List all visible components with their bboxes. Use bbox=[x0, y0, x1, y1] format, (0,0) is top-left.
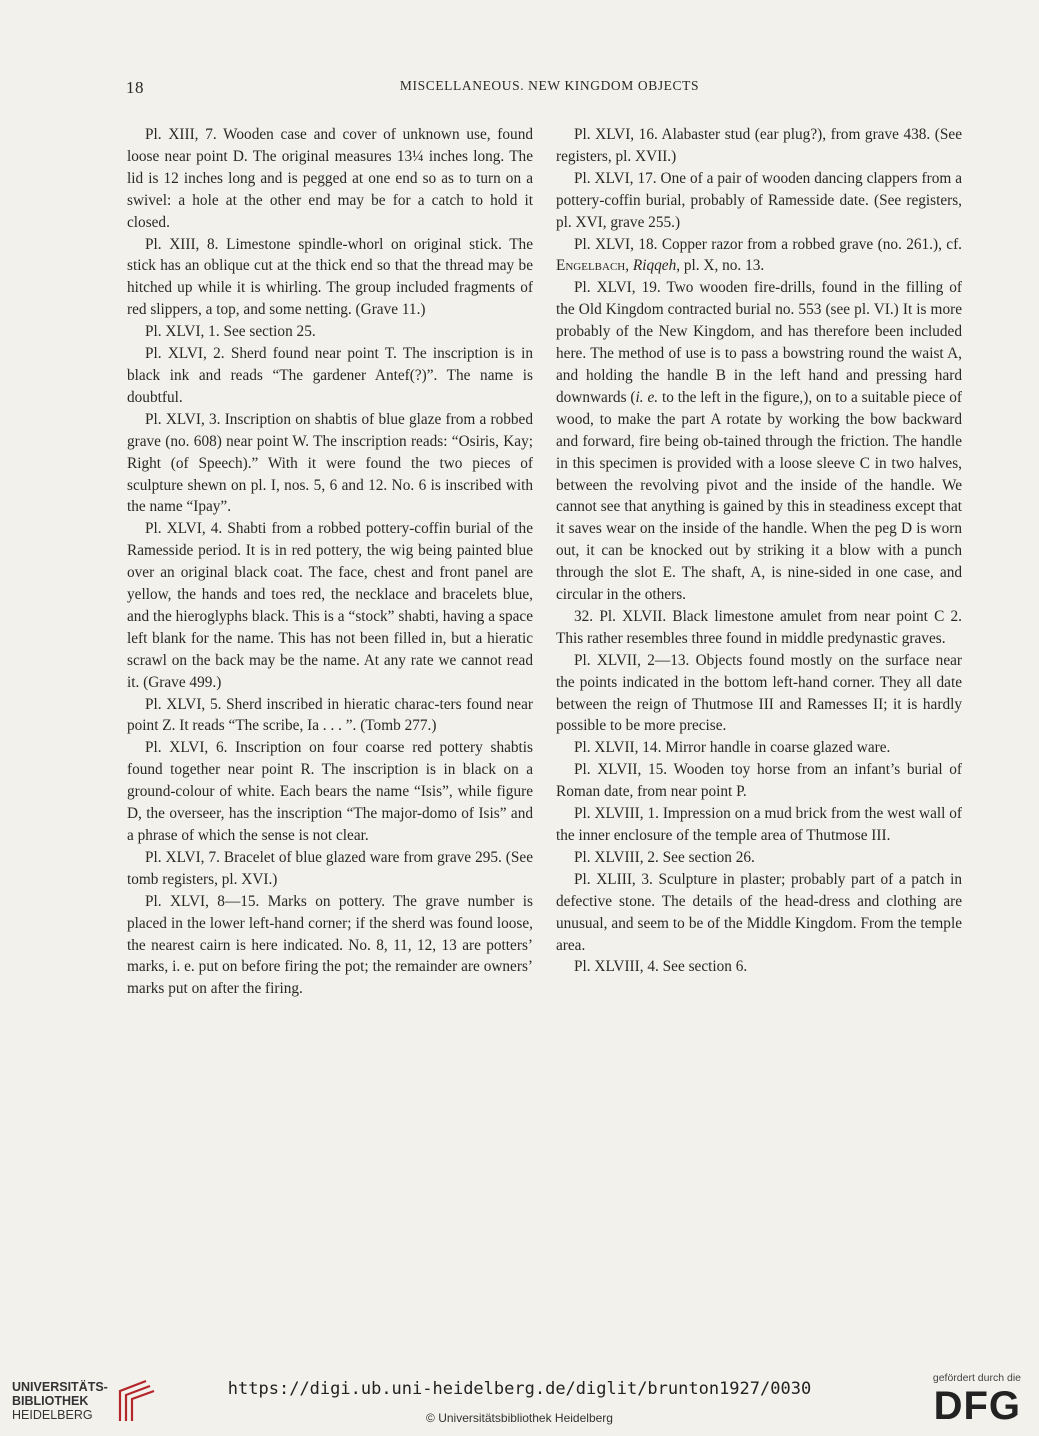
text-run: , pl. X, no. 13. bbox=[676, 257, 765, 275]
italic-abbrev: i. e. bbox=[635, 388, 659, 406]
text-run: Pl. XLVI, 18. Copper razor from a robbed grave (no. 261.), cf. bbox=[574, 235, 962, 253]
dfg-logo[interactable] bbox=[933, 1372, 1021, 1428]
paragraph: Pl. XLVI, 6. Inscription on four coarse red pottery shabtis found together near point R. The inscription is in black on a ground-colour of white. Each bears the name “Isis”, while figure D, the overseer, has the inscription “The major-domo of Isis” and a phrase of which the sense is not clear. bbox=[127, 739, 533, 844]
paragraph: Pl. XLVI, 17. One of a pair of wooden dancing clappers from a pottery-coffin burial, probably of Ramesside date. (See registers, pl. XVI, grave 255.) bbox=[556, 169, 962, 231]
library-line: HEIDELBERG bbox=[12, 1408, 93, 1422]
library-line: UNIVERSITÄTS- bbox=[12, 1380, 108, 1394]
permalink-url[interactable]: https://digi.ub.uni-heidelberg.de/diglit/brunton1927/0030 bbox=[227, 1379, 812, 1399]
paragraph: Pl. XLVI, 16. Alabaster stud (ear plug?), from grave 438. (See registers, pl. XVII.) bbox=[556, 126, 962, 165]
paragraph: Pl. XLVI, 4. Shabti from a robbed pottery-coffin burial of the Ramesside period. It is in red pottery, the wig being painted blue over an original black coat. The face, chest and front panel are yellow, the hands and toes red, the necklace and bracelets blue, and the hieroglyphs black. This is a “stock” shabti, having a space left blank for the name. This has not been filled in, but a hieratic scrawl on the back may be the name. At any rate we cannot read it. (Grave 499.) bbox=[127, 520, 533, 691]
paragraph: Pl. XLVI, 3. Inscription on shabtis of blue glaze from a robbed grave (no. 608) near point W. The inscription reads: “Osiris, Kay; Right (of Speech).” With it were found the two pieces of sculpture shewn on pl. I, nos. 5, 6 and 12. No. 6 is inscribed with the name “Ipay”. bbox=[127, 410, 533, 516]
paragraph: Pl. XIII, 7. Wooden case and cover of unknown use, found loose near point D. The original measures 13¼ inches long. The lid is 12 inches long and is pegged at one end so as to turn on a swivel: a hole at the other end may be for a catch to hold it closed. bbox=[127, 126, 533, 231]
page-number: 18 bbox=[126, 78, 144, 97]
funding-note: gefördert durch die bbox=[932, 1372, 1021, 1384]
publication-title: Riqqeh bbox=[632, 257, 677, 275]
paragraph: Pl. XLVI, 5. Sherd inscribed in hieratic charac-ters found near point Z. It reads “The scribe, Ia . . . ”. (Tomb 277.) bbox=[127, 695, 533, 735]
paragraph: Pl. XLVIII, 2. See section 26. bbox=[574, 848, 755, 866]
paragraph bbox=[556, 234, 962, 278]
text-run: Pl. XLVI, 19. Two wooden fire-drills, found in the filling of the Old Kingdom contracted burial no. 553 (see pl. VI.) It is more probably of the New Kingdom, and has therefore been included here. The method of use is to pass a bowstring round the waist A, and holding the handle B in the left hand and pressing hard downwards ( bbox=[556, 279, 962, 406]
text-run: , bbox=[625, 257, 633, 275]
paragraph: Pl. XLVI, 1. See section 25. bbox=[145, 323, 316, 341]
running-head: MISCELLANEOUS. NEW KINGDOM OBJECTS bbox=[399, 78, 700, 93]
paragraph: Pl. XLVI, 7. Bracelet of blue glazed ware from grave 295. (See tomb registers, pl. XVI.) bbox=[127, 848, 533, 888]
paragraph: Pl. XLVIII, 4. See section 6. bbox=[574, 958, 748, 976]
paragraph: Pl. XLVII, 15. Wooden toy horse from an infant’s burial of Roman date, from near point P. bbox=[556, 761, 962, 801]
paragraph: Pl. XLVIII, 1. Impression on a mud brick from the west wall of the inner enclosure of the temple area of Thutmose III. bbox=[556, 805, 962, 844]
paragraph: Pl. XLIII, 3. Sculpture in plaster; probably part of a patch in defective stone. The details of the head-dress and clothing are unusual, and seem to be of the Middle Kingdom. From the temple area. bbox=[556, 870, 962, 954]
left-column bbox=[127, 124, 533, 1000]
dfg-wordmark: DFG bbox=[933, 1384, 1021, 1428]
paragraph: 32. Pl. XLVII. Black limestone amulet from near point C 2. This rather resembles three found in middle predynastic graves. bbox=[556, 607, 962, 647]
library-line: BIBLIOTHEK bbox=[12, 1394, 89, 1408]
copyright-notice: © Universitätsbibliothek Heidelberg bbox=[426, 1411, 613, 1425]
paragraph: Pl. XLVI, 2. Sherd found near point T. The inscription is in black ink and reads “The gardener Antef(?)”. The name is doubtful. bbox=[127, 345, 533, 406]
paragraph: Pl. XLVII, 2—13. Objects found mostly on the surface near the points indicated in the bottom left-hand corner. They all date between the reign of Thutmose III and Ramesses II; it is hardly possible to be more precise. bbox=[556, 651, 962, 735]
text-run: to the left in the figure,), on to a suitable piece of wood, to make the part A rotate by working the bow backward and forward, fire being ob-tained through the friction. The handle in this specimen is provided with a loose sleeve C in two halves, between the revolving pivot and the inside of the handle. We cannot see that anything is gained by this in steadiness except that it saves wear on the inside of the handle. When the peg D is worn out, it can be knocked out by striking it a blow with a punch through the slot E. The shaft, A, is nine-sided in one case, and circular in the others. bbox=[556, 388, 962, 604]
author-name: Engelbach bbox=[556, 257, 626, 275]
paragraph: Pl. XLVI, 8—15. Marks on pottery. The grave number is placed in the lower left-hand corner; if the sherd was found loose, the nearest cairn is here indicated. No. 8, 11, 12, 13 are potters’ marks, i. e. put on before firing the pot; the remainder are owners’ marks put on after the firing. bbox=[127, 892, 533, 998]
paragraph: Pl. XIII, 8. Limestone spindle-whorl on original stick. The stick has an oblique cut at the thick end so that the thread may be hitched up while it is whirling. The group included fragments of red slippers, a top, and some netting. (Grave 11.) bbox=[127, 235, 533, 319]
paragraph: Pl. XLVII, 14. Mirror handle in coarse glazed ware. bbox=[574, 739, 891, 757]
right-column bbox=[556, 124, 962, 978]
paragraph bbox=[556, 277, 962, 606]
